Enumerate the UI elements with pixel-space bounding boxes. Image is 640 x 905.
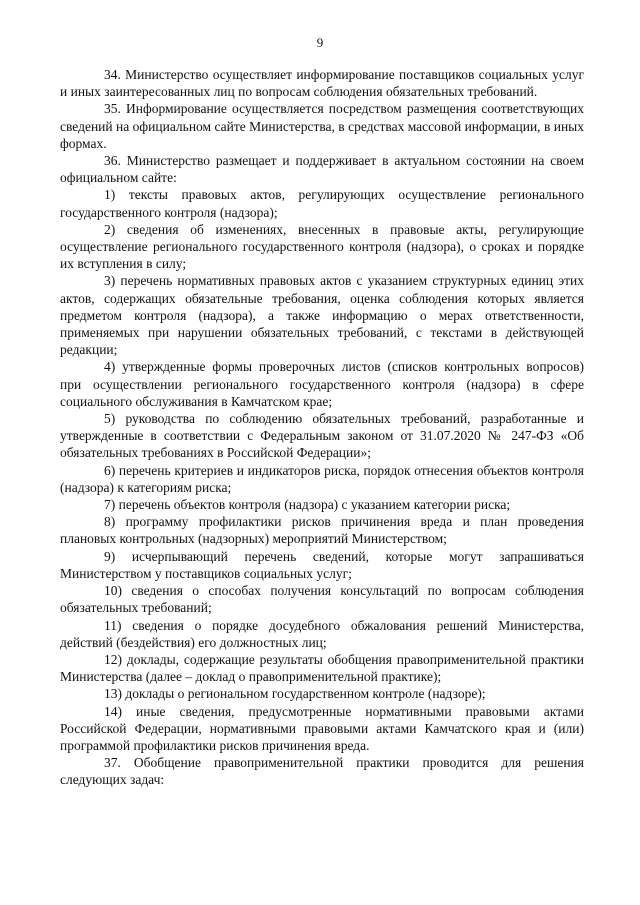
list-item-4: 4) утвержденные формы проверочных листов (списков контрольных вопросов) при осуществлении регионального государственного контроля (надзора) в сфере социального обслуживания в Камчатском крае; [60,359,584,409]
list-item-13: 13) доклады о региональном государственном контроле (надзоре); [104,686,486,702]
list-item-2: 2) сведения об изменениях, внесенных в правовые акты, регулирующие осуществление регионального государственного контроля (надзора), о сроках и порядке их вступления в силу; [60,221,584,272]
list-item-5: 5) руководства по соблюдению обязательных требований, разработанные и утвержденные в соответствии с Федеральным законом от 31.07.2020 № 247-ФЗ «Об обязательных требованиях в Российской Федерации»; [60,411,584,461]
paragraph-34: 34. Министерство осуществляет информирование поставщиков социальных услуг и иных заинтересованных лиц по вопросам соблюдения обязательных требований. [60,67,584,100]
list-item-7: 7) перечень объектов контроля (надзора) с указанием категории риска; [104,497,511,513]
list-item-14: 14) иные сведения, предусмотренные нормативными правовыми актами Российской Федерации, нормативными правовыми актами Камчатского края и (или) программой профилактики рисков причинения вреда. [60,703,584,753]
document-body [60,66,584,789]
list-item-10: 10) сведения о способах получения консультаций по вопросам соблюдения обязательных требований; [60,583,584,616]
paragraph-35: 35. Информирование осуществляется посредством размещения соответствующих сведений на официальном сайте Министерства, в средствах массовой информации, в иных формах. [60,101,584,151]
list-item-8: 8) программу профилактики рисков причинения вреда и план проведения плановых контрольных (надзорных) мероприятий Министерством; [60,514,584,547]
list-item-11: 11) сведения о порядке досудебного обжалования решений Министерства, действий (бездействия) его должностных лиц; [60,617,584,650]
page-number: 9 [316,35,324,50]
paragraph-37: 37. Обобщение правоприменительной практики проводится для решения следующих задач: [60,755,584,788]
list-item-3: 3) перечень нормативных правовых актов с указанием структурных единиц этих актов, содержащих обязательные требования, оценка соблюдения которых является предметом контроля (надзора), а также информацию о мерах ответственности, применяемых при нарушении обязательных требований, с текстами в действующей редакции; [60,273,584,358]
list-item-9: 9) исчерпывающий перечень сведений, которые могут запрашиваться Министерством у поставщиков социальных услуг; [60,548,584,581]
list-item-6: 6) перечень критериев и индикаторов риска, порядок отнесения объектов контроля (надзора) к категориям риска; [60,462,584,495]
list-item-12: 12) доклады, содержащие результаты обобщения правоприменительной практики Министерства (далее – доклад о правоприменительной практике); [60,651,584,685]
list-item-1: 1) тексты правовых актов, регулирующих осуществление регионального государственного контроля (надзора); [60,187,584,220]
paragraph-36: 36. Министерство размещает и поддерживает в актуальном состоянии на своем официальном сайте: [60,153,584,186]
